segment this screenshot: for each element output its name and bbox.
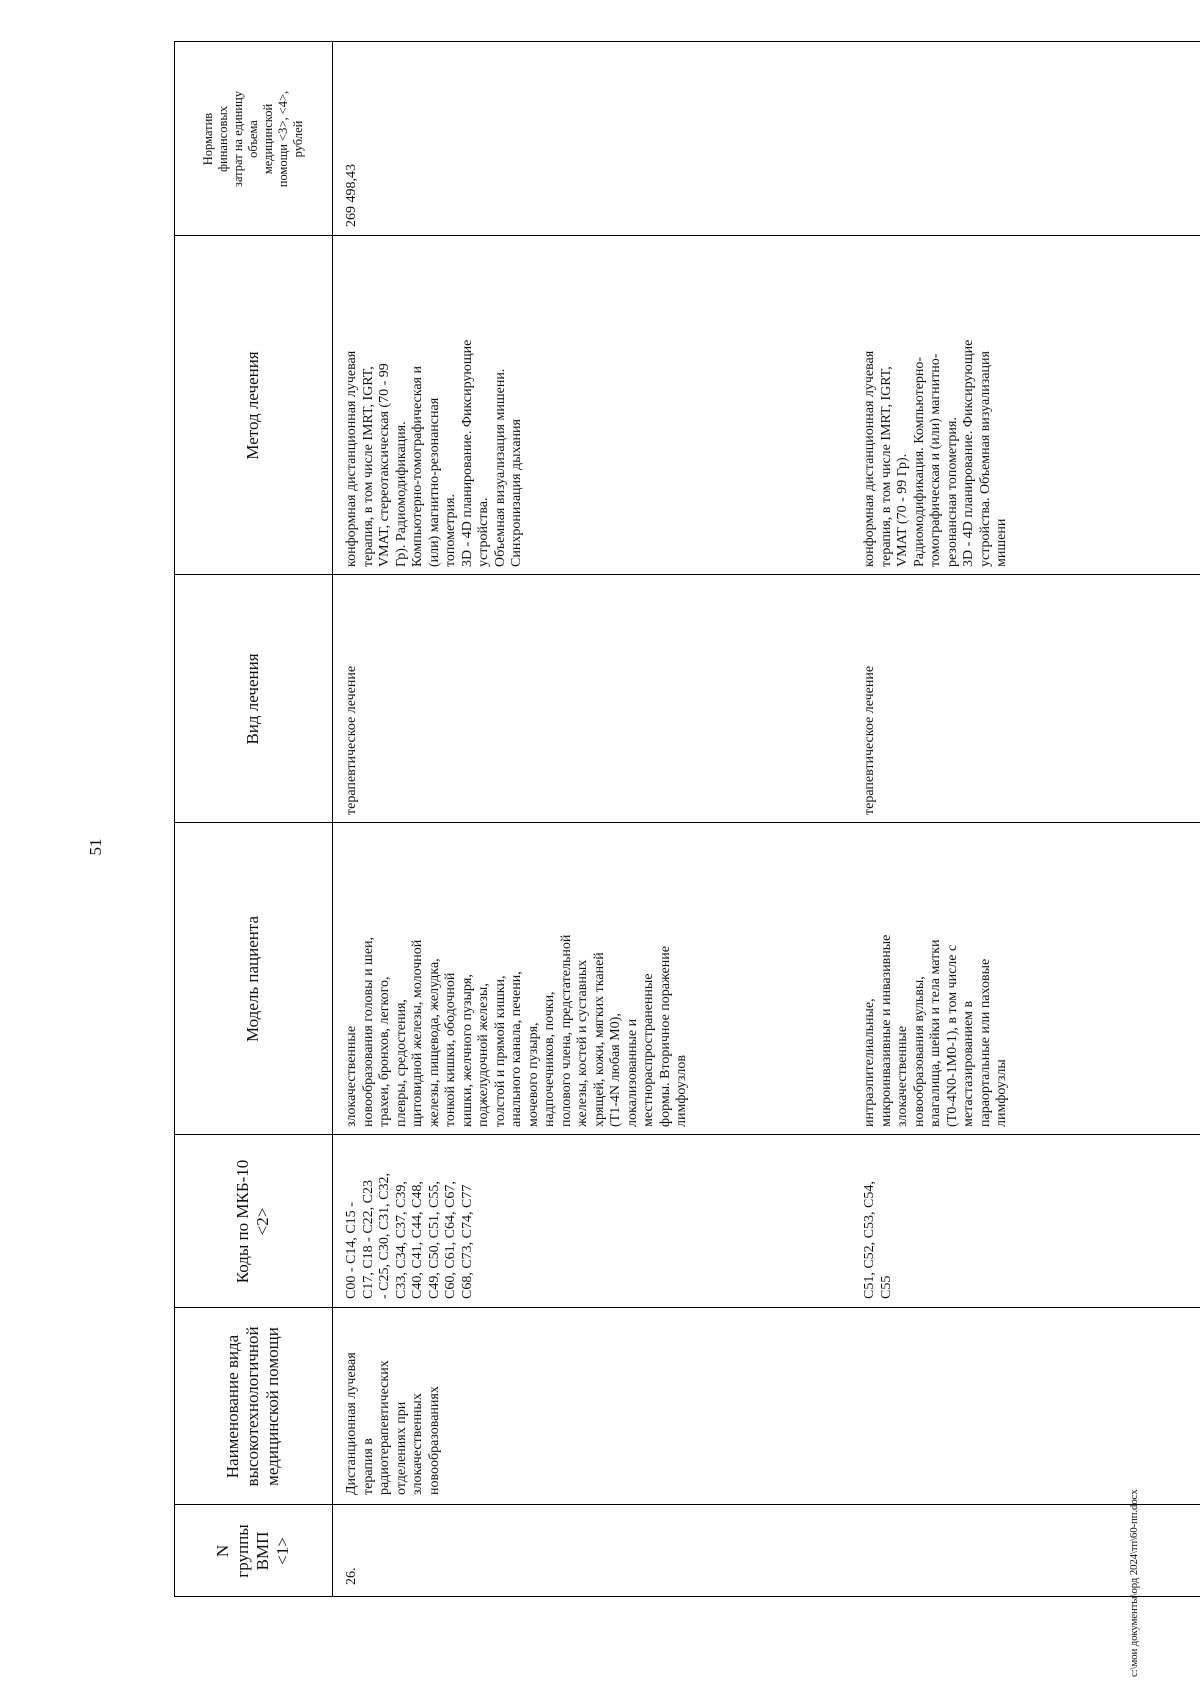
vmp-table [174, 42, 1200, 1597]
row1-cost-norm: 269 498,43 [344, 164, 359, 227]
row1-group-no: 26. [344, 1567, 359, 1585]
header-patient-model: Модель пациента [243, 915, 262, 1043]
footer-file-path: c:\мои документы\орд 2024\тп\60-пп.docx [1128, 1489, 1140, 1677]
row1-patient-model: злокачественные новообразования головы и шеи, трахеи, бронхов, легкого, плевры, средостения, щитовидной железы, молочной железы, пищевода, желудка, тонкой кишки, ободочной кишки, желчного пузыря, поджелудочной железы, толстой и прямой кишки, анального канала, печени, мочевого пузыря, надпочечников, почки, полового члена, предстательной железы, костей и суставных хрящей, кожи, мягких тканей (T1-4N любая M0), локализованные и местнораспространенные формы. Вторичное поражение лимфоузлов [344, 934, 689, 1127]
row1-icd-codes: C00 - C14, C15 - C17, C18 - C22, C23 - C25, C30, C31, C32, C33, C34, C37, C39, C40, C41, C44, C48, C49, C50, C51, C55, C60, C61, C64, C67, C68, C73, C74, C77 [344, 1172, 475, 1299]
row2-icd-codes: C51, C52, C53, C54, C55 [862, 1181, 894, 1299]
header-treatment-type: Вид лечения [243, 653, 262, 745]
row1-vmp-name: Дистанционная лучевая терапия в радиотерапевтических отделениях при злокачественных новообразованиях [344, 1352, 442, 1495]
header-bottom-border [332, 42, 333, 1597]
row2-treatment-method: конформная дистанционная лучевая терапия, в том числе IMRT, IGRT, VMAT (70 - 99 Гр). Радиомодификация. Компьютерно- томографическая и (или) магнитно- резонансная топометрия. 3D - 4D планирование. Фиксирующие устройства. Объемная визуализация мишени [862, 339, 1009, 567]
header-treatment-method: Метод лечения [243, 351, 262, 460]
table-top-border [174, 42, 175, 1597]
page-number: 51 [86, 838, 105, 856]
row2-treatment-type: терапевтическое лечение [862, 665, 877, 815]
row1-treatment-method: конформная дистанционная лучевая терапия, в том числе IMRT, IGRT, VMAT, стереотаксическая (70 - 99 Гр). Радиомодификация. Компьютерно-томографическая и (или) магнитно-резонансная топометрия. 3D - 4D планирование. Фиксирующие устройства. Объемная визуализация мишени. Синхронизация дыхания [344, 339, 524, 567]
header-vmp-name: Наименование вида высокотехнологичной медицинской помощи [223, 1326, 282, 1487]
row2-patient-model: интраэпителиальные, микроинвазивные и инвазивные злокачественные новообразования вульвы, влагалища, шейки и тела матки (T0-4N0-1M0-1), в том числе с метастазированием в параортальные или паховые лимфоузлы [862, 934, 1009, 1127]
row1-treatment-type: терапевтическое лечение [344, 665, 359, 815]
header-cost-norm: Норматив финансовых затрат на единицу объема медицинской помощи <3>, <4>, рублей [200, 90, 305, 188]
header-icd-codes: Коды по МКБ-10 <2> [233, 1159, 272, 1284]
header-group-no: N группы ВМП <1> [213, 1524, 292, 1578]
